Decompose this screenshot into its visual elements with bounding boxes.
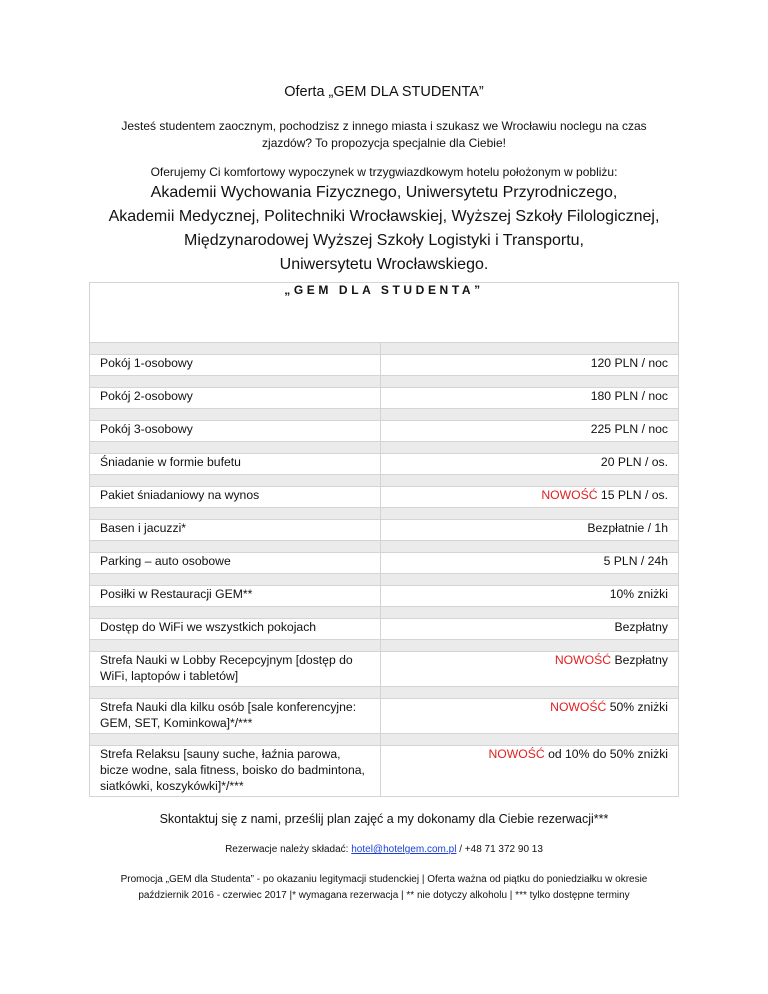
table-row <box>90 652 679 687</box>
table-spacer-cell <box>90 442 381 454</box>
new-badge: NOWOŚĆ <box>488 747 545 761</box>
school-line: Akademii Wychowania Fizycznego, Uniwersytetu Przyrodniczego, <box>150 184 618 201</box>
offer-item: Pokój 1-osobowy <box>90 355 381 376</box>
offer-table-header-row <box>90 283 679 343</box>
offer-price-cell <box>381 454 679 475</box>
table-row <box>90 421 679 442</box>
offer-item: Pokój 3-osobowy <box>90 421 381 442</box>
promo-footnote <box>70 872 698 904</box>
contact-text: Skontaktuj się z nami, prześlij plan zajęć a my dokonamy dla Ciebie rezerwacji*** <box>159 812 609 826</box>
table-spacer-cell <box>381 343 679 355</box>
offer-item: Strefa Nauki dla kilku osób [sale konferencyjne: GEM, SET, Kominkowa]*/*** <box>90 699 381 734</box>
offer-item: Strefa Nauki w Lobby Recepcyjnym [dostęp do WiFi, laptopów i tabletów] <box>90 652 381 687</box>
table-spacer-cell <box>90 541 381 553</box>
table-spacer-row <box>90 475 679 487</box>
offer-price-cell <box>381 619 679 640</box>
table-spacer-cell <box>90 734 381 746</box>
offer-price: Bezpłatnie / 1h <box>587 521 668 535</box>
offer-item: Posiłki w Restauracji GEM** <box>90 586 381 607</box>
table-spacer-cell <box>381 574 679 586</box>
table-row <box>90 388 679 409</box>
table-spacer-row <box>90 376 679 388</box>
table-spacer-cell <box>381 376 679 388</box>
school-line: Akademii Medycznej, Politechniki Wrocławskiej, Wyższej Szkoły Filologicznej, <box>108 208 660 225</box>
table-row <box>90 355 679 376</box>
offer-price: 180 PLN / noc <box>590 389 668 403</box>
table-spacer-cell <box>381 541 679 553</box>
offer-item: Pokój 2-osobowy <box>90 388 381 409</box>
offer-price-cell <box>381 421 679 442</box>
new-badge: NOWOŚĆ <box>541 488 598 502</box>
table-spacer-row <box>90 508 679 520</box>
table-spacer-cell <box>381 508 679 520</box>
offer-price-cell <box>381 746 679 797</box>
table-spacer-row <box>90 607 679 619</box>
offer-price: 15 PLN / os. <box>600 488 668 502</box>
school-line: Uniwersytetu Wrocławskiego. <box>279 256 489 273</box>
table-row <box>90 553 679 574</box>
table-spacer-row <box>90 541 679 553</box>
table-spacer-row <box>90 409 679 421</box>
table-row <box>90 520 679 541</box>
offer-item: Basen i jacuzzi* <box>90 520 381 541</box>
offer-table <box>89 282 679 797</box>
offer-price: 20 PLN / os. <box>600 455 668 469</box>
intro-text: Jesteś studentem zaocznym, pochodzisz z innego miasta i szukasz we Wrocławiu noclegu na czas zjazdów? To propozycja specjalnie dla Ciebie! <box>121 119 647 150</box>
offer-price-cell <box>381 553 679 574</box>
offer-price: Bezpłatny <box>614 653 668 667</box>
offer-price-cell <box>381 355 679 376</box>
table-spacer-cell <box>90 574 381 586</box>
table-spacer-cell <box>90 640 381 652</box>
promo-line: październik 2016 - czerwiec 2017 |* wymagana rezerwacja | ** nie dotyczy alkoholu | *** tylko dostępne terminy <box>138 890 630 901</box>
table-spacer-cell <box>381 442 679 454</box>
offer-price: 225 PLN / noc <box>590 422 668 436</box>
offer-item: Pakiet śniadaniowy na wynos <box>90 487 381 508</box>
new-badge: NOWOŚĆ <box>554 653 612 667</box>
new-badge: NOWOŚĆ <box>550 700 607 714</box>
offer-item: Śniadanie w formie bufetu <box>90 454 381 475</box>
table-spacer-cell <box>381 409 679 421</box>
reservation-email-link[interactable]: hotel@hotelgem.com.pl <box>351 844 457 855</box>
table-spacer-cell <box>90 376 381 388</box>
table-spacer-cell <box>90 475 381 487</box>
table-row <box>90 586 679 607</box>
table-spacer-cell <box>90 409 381 421</box>
table-spacer-cell <box>90 508 381 520</box>
table-spacer-row <box>90 687 679 699</box>
table-row <box>90 746 679 797</box>
table-spacer-row <box>90 640 679 652</box>
table-spacer-cell <box>90 343 381 355</box>
table-spacer-row <box>90 734 679 746</box>
table-spacer-cell <box>381 640 679 652</box>
offer-price-cell <box>381 520 679 541</box>
page-title: Oferta „GEM DLA STUDENTA” <box>284 84 484 100</box>
offer-line: Oferujemy Ci komfortowy wypoczynek w trzygwiazdkowym hotelu położonym w pobliżu: <box>150 165 618 179</box>
offer-price: od 10% do 50% zniżki <box>548 747 668 761</box>
table-spacer-cell <box>381 687 679 699</box>
school-line: Międzynarodowej Wyższej Szkoły Logistyki i Transportu, <box>183 232 584 249</box>
schools-list <box>60 181 708 277</box>
offer-price: 5 PLN / 24h <box>603 554 668 568</box>
offer-price: 10% zniżki <box>609 587 668 601</box>
offer-price-cell <box>381 487 679 508</box>
table-row <box>90 454 679 475</box>
reservation-prefix: Rezerwacje należy składać: <box>225 844 352 855</box>
table-spacer-cell <box>381 734 679 746</box>
table-spacer-cell <box>381 475 679 487</box>
offer-table-header: „GEM DLA STUDENTA” <box>90 283 679 343</box>
offer-price-cell <box>381 586 679 607</box>
table-row <box>90 699 679 734</box>
offer-item: Dostęp do WiFi we wszystkich pokojach <box>90 619 381 640</box>
table-spacer-row <box>90 574 679 586</box>
offer-price-cell <box>381 699 679 734</box>
table-spacer-cell <box>90 607 381 619</box>
promo-line: Promocja „GEM dla Studenta” - po okazaniu legitymacji studenckiej | Oferta ważna od piątku do poniedziałku w okresie <box>120 874 648 885</box>
reservation-line <box>0 844 768 855</box>
reservation-phone: / +48 71 372 90 13 <box>456 844 543 855</box>
table-spacer-row <box>90 442 679 454</box>
table-spacer-cell <box>90 687 381 699</box>
offer-price: Bezpłatny <box>614 620 668 634</box>
offer-price-cell <box>381 652 679 687</box>
offer-price: 120 PLN / noc <box>590 356 668 370</box>
table-row <box>90 619 679 640</box>
table-spacer-row <box>90 343 679 355</box>
offer-item: Parking – auto osobowe <box>90 553 381 574</box>
offer-price-cell <box>381 388 679 409</box>
table-row <box>90 487 679 508</box>
table-spacer-cell <box>381 607 679 619</box>
offer-item: Strefa Relaksu [sauny suche, łaźnia parowa, bicze wodne, sala fitness, boisko do badmintona, siatkówki, koszykówki]*/*** <box>90 746 381 797</box>
offer-price: 50% zniżki <box>609 700 668 714</box>
